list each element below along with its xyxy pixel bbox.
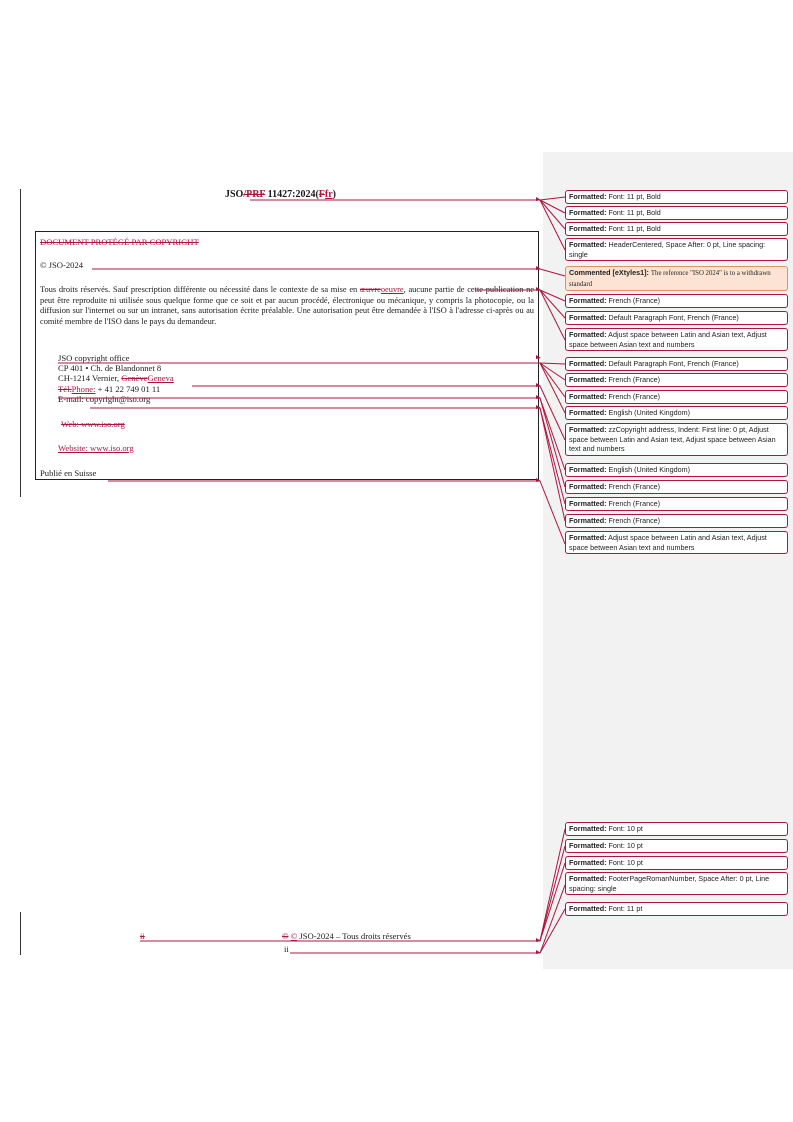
balloon-text: Adjust space between Latin and Asian text, Adjust space between Asian text and numbers (569, 330, 767, 349)
balloon-text: Font: 10 pt (608, 858, 643, 867)
balloon-label: Formatted: (569, 904, 607, 913)
balloon-label: Formatted: (569, 858, 607, 867)
balloon-text: Font: 11 pt, Bold (608, 224, 661, 233)
format-balloon[interactable] (565, 406, 788, 420)
copyright-line: © JSO-2024 (40, 260, 84, 270)
balloon-text: Font: 11 pt, Bold (608, 208, 661, 217)
format-balloon[interactable] (565, 856, 788, 870)
balloon-label: Formatted: (569, 224, 607, 233)
format-balloon[interactable] (565, 822, 788, 836)
balloon-label: Formatted: (569, 425, 607, 434)
balloon-text: Default Paragraph Font, French (France) (608, 359, 739, 368)
balloon-label: Formatted: (569, 208, 607, 217)
deleted-page-number[interactable]: ii (140, 931, 145, 941)
balloon-label: Formatted: (569, 375, 607, 384)
document-header (20, 189, 541, 200)
balloon-text: French (France) (608, 516, 661, 525)
city-line (58, 373, 174, 383)
format-balloon[interactable] (565, 373, 788, 387)
balloon-text: English (United Kingdom) (608, 465, 691, 474)
format-balloon[interactable] (565, 480, 788, 494)
deleted-lang[interactable]: F (318, 189, 325, 200)
website-line[interactable]: Website: www.iso.org (58, 443, 134, 453)
balloon-label: Formatted: (569, 533, 607, 542)
footer-rights: – Tous droits réservés (333, 931, 411, 941)
balloon-text: French (France) (608, 392, 661, 401)
format-balloon[interactable] (565, 497, 788, 511)
format-balloon[interactable] (565, 423, 788, 456)
format-balloon[interactable] (565, 328, 788, 351)
balloon-label: Formatted: (569, 482, 607, 491)
format-balloon[interactable] (565, 190, 788, 204)
copyright-box (35, 231, 539, 480)
balloon-text: Font: 11 pt (608, 904, 643, 913)
footer-year: JSO-2024 (297, 931, 334, 941)
inserted-word[interactable]: oeuvre (380, 285, 404, 294)
balloon-label: Formatted: (569, 408, 607, 417)
format-balloon[interactable] (565, 839, 788, 853)
rights-text-b: , aucune partie de cette publication ne peut être reproduite ni utilisée sous quelque forme que ce soit et par aucun procédé, électronique ou mécanique, y compris la photocopie, ou la diffusion sur l'internet ou sur un intranet, sans autorisation écrite préalable. Une autorisation peut être demandée à l'ISO à l'adresse ci-après ou au comité membre de l'ISO dans le pays du demandeur. (40, 285, 534, 326)
balloon-text: Font: 10 pt (608, 824, 643, 833)
format-balloon[interactable] (565, 311, 788, 325)
deleted-copyright-title[interactable]: DOCUMENT PROTÉGÉ PAR COPYRIGHT (40, 237, 199, 247)
rights-text-a: Tous droits réservés. Sauf prescription différente ou nécessité dans le contexte de sa mise en (40, 285, 360, 294)
format-balloon[interactable] (565, 872, 788, 895)
balloon-label: Formatted: (569, 465, 607, 474)
published-line: Publié en Suisse (40, 468, 97, 478)
deleted-prf[interactable]: /PRF (243, 189, 266, 200)
format-balloon[interactable] (565, 463, 788, 477)
comment-balloon[interactable] (565, 266, 788, 291)
phone-line (58, 384, 160, 394)
balloon-text: Font: 11 pt, Bold (608, 192, 661, 201)
header-number: 11427:2024( (265, 189, 319, 200)
comment-label: Commented [eXtyles1]: (569, 268, 649, 277)
balloon-label: Formatted: (569, 296, 607, 305)
comment-text: The reference "ISO 2024" is to a withdrawn standard (569, 270, 771, 288)
format-balloon[interactable] (565, 222, 788, 236)
balloon-label: Formatted: (569, 392, 607, 401)
email-label: E-mail: (58, 394, 84, 404)
inserted-copyright-symbol[interactable]: © (290, 931, 298, 941)
inserted-lang[interactable]: fr (324, 189, 333, 200)
balloon-text: French (France) (608, 482, 661, 491)
deleted-web-line[interactable]: Web: www.iso.org (61, 419, 125, 429)
format-balloon[interactable] (565, 238, 788, 261)
balloon-text: French (France) (608, 375, 661, 384)
phone-deleted[interactable]: Tél. (58, 384, 72, 394)
format-balloon[interactable] (565, 531, 788, 554)
city-inserted[interactable]: Geneva (147, 373, 174, 383)
balloon-label: Formatted: (569, 330, 607, 339)
city-prefix: CH-1214 Vernier, (58, 373, 122, 383)
header-close: ) (332, 189, 337, 200)
phone-inserted[interactable]: Phone: (71, 384, 96, 394)
balloon-text: Font: 10 pt (608, 841, 643, 850)
email-address[interactable]: copyright@iso.org (83, 394, 151, 404)
rights-paragraph (40, 285, 534, 327)
balloon-label: Formatted: (569, 240, 607, 249)
footer-page-number: ii (284, 944, 289, 954)
balloon-text: English (United Kingdom) (608, 408, 691, 417)
balloon-label: Formatted: (569, 313, 607, 322)
balloon-label: Formatted: (569, 192, 607, 201)
balloon-label: Formatted: (569, 499, 607, 508)
city-deleted[interactable]: Genève (121, 373, 148, 383)
balloon-text: French (France) (608, 296, 661, 305)
format-balloon[interactable] (565, 902, 788, 916)
balloon-text: zzCopyright address, Indent: First line: 0 pt, Adjust space between Latin and Asian text, Adjust space between Asian text and numbers (569, 425, 776, 454)
balloon-label: Formatted: (569, 841, 607, 850)
header-prefix: JSO (224, 189, 244, 200)
footer-text (282, 931, 411, 941)
format-balloon[interactable] (565, 206, 788, 220)
email-line (58, 394, 150, 404)
deleted-copyright-symbol[interactable]: © (282, 931, 289, 941)
office-line: JSO copyright office (58, 353, 130, 363)
balloon-label: Formatted: (569, 874, 607, 883)
phone-number: + 41 22 749 01 11 (95, 384, 161, 394)
format-balloon[interactable] (565, 294, 788, 308)
balloon-label: Formatted: (569, 824, 607, 833)
balloon-label: Formatted: (569, 359, 607, 368)
street-line: CP 401 • Ch. de Blandonnet 8 (58, 363, 162, 373)
format-balloon[interactable] (565, 514, 788, 528)
change-bar (20, 912, 21, 955)
balloon-text: HeaderCentered, Space After: 0 pt, Line spacing: single (569, 240, 766, 259)
deleted-word[interactable]: œuvre (359, 285, 381, 294)
format-balloon[interactable] (565, 390, 788, 404)
format-balloon[interactable] (565, 357, 788, 371)
balloon-label: Formatted: (569, 516, 607, 525)
balloon-text: Default Paragraph Font, French (France) (608, 313, 739, 322)
change-bar (20, 189, 21, 497)
balloon-text: FooterPageRomanNumber, Space After: 0 pt, Line spacing: single (569, 874, 770, 893)
balloon-text: Adjust space between Latin and Asian text, Adjust space between Asian text and numbers (569, 533, 767, 552)
balloon-text: French (France) (608, 499, 661, 508)
